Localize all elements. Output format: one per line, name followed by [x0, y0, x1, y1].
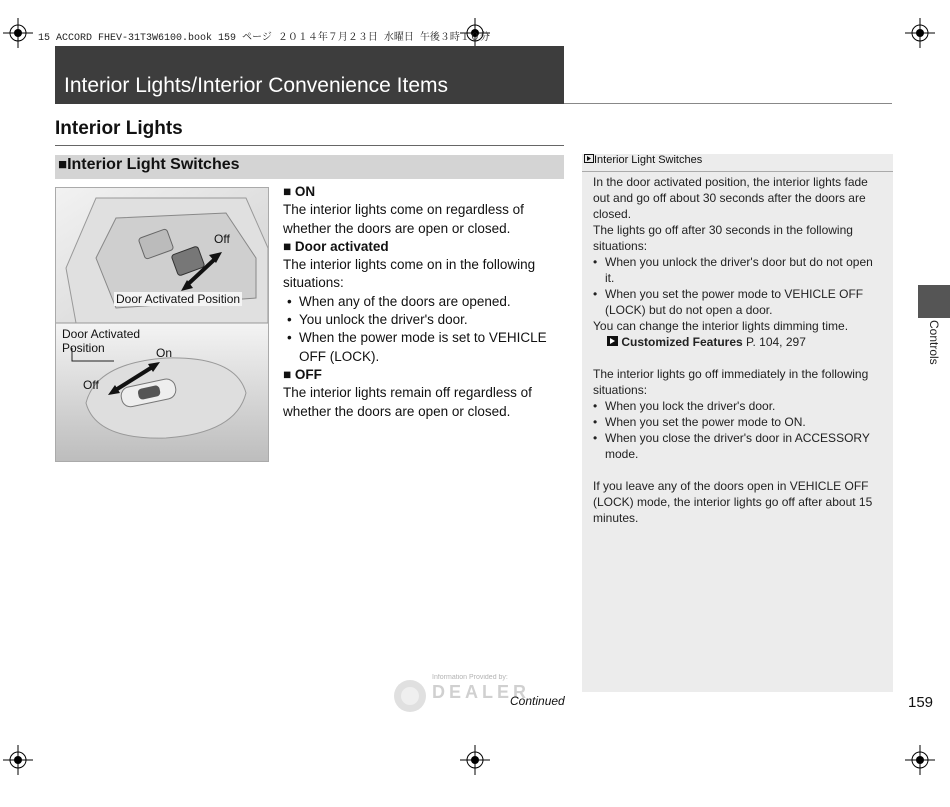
main-body-text — [283, 183, 563, 421]
list-item: • You unlock the driver's door. — [283, 311, 563, 329]
continued-label: Continued — [510, 694, 565, 708]
print-header: 15 ACCORD FHEV-31T3W6100.book 159 ページ ２０１４年７月２３日 水曜日 午後３時１０分 — [38, 33, 490, 44]
list-item: • When any of the doors are opened. — [283, 293, 563, 311]
door-activated-heading: ■ Door activated — [283, 238, 389, 254]
cross-reference-icon — [607, 336, 618, 346]
door-activated-list — [283, 293, 563, 366]
on-heading: ■ ON — [283, 184, 316, 199]
section-rule — [55, 145, 564, 146]
sidebar-heading: Interior Light Switches — [584, 154, 702, 166]
square-bullet-icon: ■ — [283, 366, 295, 382]
registration-mark-icon — [3, 745, 33, 775]
figure-label-door-activated-line2: Position — [62, 341, 105, 355]
figure-label-door-activated-top: Door Activated Position — [116, 292, 241, 306]
door-activated-text: The interior lights come on in the following situations: — [283, 257, 536, 291]
list-item: • When you lock the driver's door. — [593, 398, 885, 414]
list-item: • When you set the power mode to ON. — [593, 414, 885, 430]
figure-label-door-activated-line1: Door Activated — [62, 327, 141, 341]
sidebar-paragraph: The lights go off after 30 seconds in the following situations: — [593, 223, 853, 253]
chapter-title: Interior Lights/Interior Convenience Items — [64, 74, 449, 97]
watermark-brand: DEALER — [432, 682, 531, 702]
registration-mark-icon — [460, 745, 490, 775]
page-number: 159 — [908, 694, 934, 711]
switch-illustration — [55, 187, 269, 462]
sidebar-list — [593, 254, 885, 318]
square-bullet-icon: ■ — [283, 184, 295, 199]
sidebar-paragraph: If you leave any of the doors open in VEHICLE OFF (LOCK) mode, the interior lights go off after about 15 minutes. — [593, 479, 873, 525]
chapter-tab-label: Controls — [927, 320, 941, 365]
watermark-caption: Information Provided by: — [432, 674, 508, 681]
sidebar-paragraph: The interior lights go off immediately in the following situations: — [593, 367, 869, 397]
registration-mark-icon — [905, 18, 935, 48]
list-item: • When you unlock the driver's door but do not open it. — [593, 254, 885, 286]
section-title: Interior Lights — [55, 118, 183, 139]
off-heading: ■ OFF — [283, 366, 322, 382]
note-reference-icon — [584, 154, 594, 163]
list-item: • When you close the driver's door in ACCESSORY mode. — [593, 430, 885, 462]
registration-mark-icon — [905, 745, 935, 775]
sidebar-paragraph: You can change the interior lights dimming time. — [593, 319, 849, 333]
square-bullet-icon: ■ — [58, 156, 68, 173]
sidebar-paragraph: In the door activated position, the interior lights fade out and go off about 30 seconds after the doors are closed. — [593, 175, 868, 221]
on-text: The interior lights come on regardless of whether the doors are open or closed. — [283, 202, 524, 236]
subsection-title: ■Interior Light Switches — [58, 156, 240, 173]
overhead-console-illustration — [56, 188, 268, 461]
registration-mark-icon — [3, 18, 33, 48]
sidebar-body — [593, 174, 885, 526]
figure-label-off-top: Off — [214, 232, 230, 246]
cross-reference-link[interactable]: Customized Features P. 104, 297 — [593, 334, 885, 350]
off-text: The interior lights remain off regardless of whether the doors are open or closed. — [283, 385, 532, 419]
title-rule — [564, 103, 892, 104]
list-item: • When the power mode is set to VEHICLE OFF (LOCK). — [283, 329, 563, 366]
list-item: • When you set the power mode to VEHICLE OFF (LOCK) but do not open a door. — [593, 286, 885, 318]
figure-label-off-bottom: Off — [83, 378, 99, 392]
square-bullet-icon: ■ — [283, 238, 295, 254]
sidebar-list — [593, 398, 885, 462]
figure-label-on: On — [156, 346, 173, 360]
chapter-tab — [918, 285, 950, 318]
